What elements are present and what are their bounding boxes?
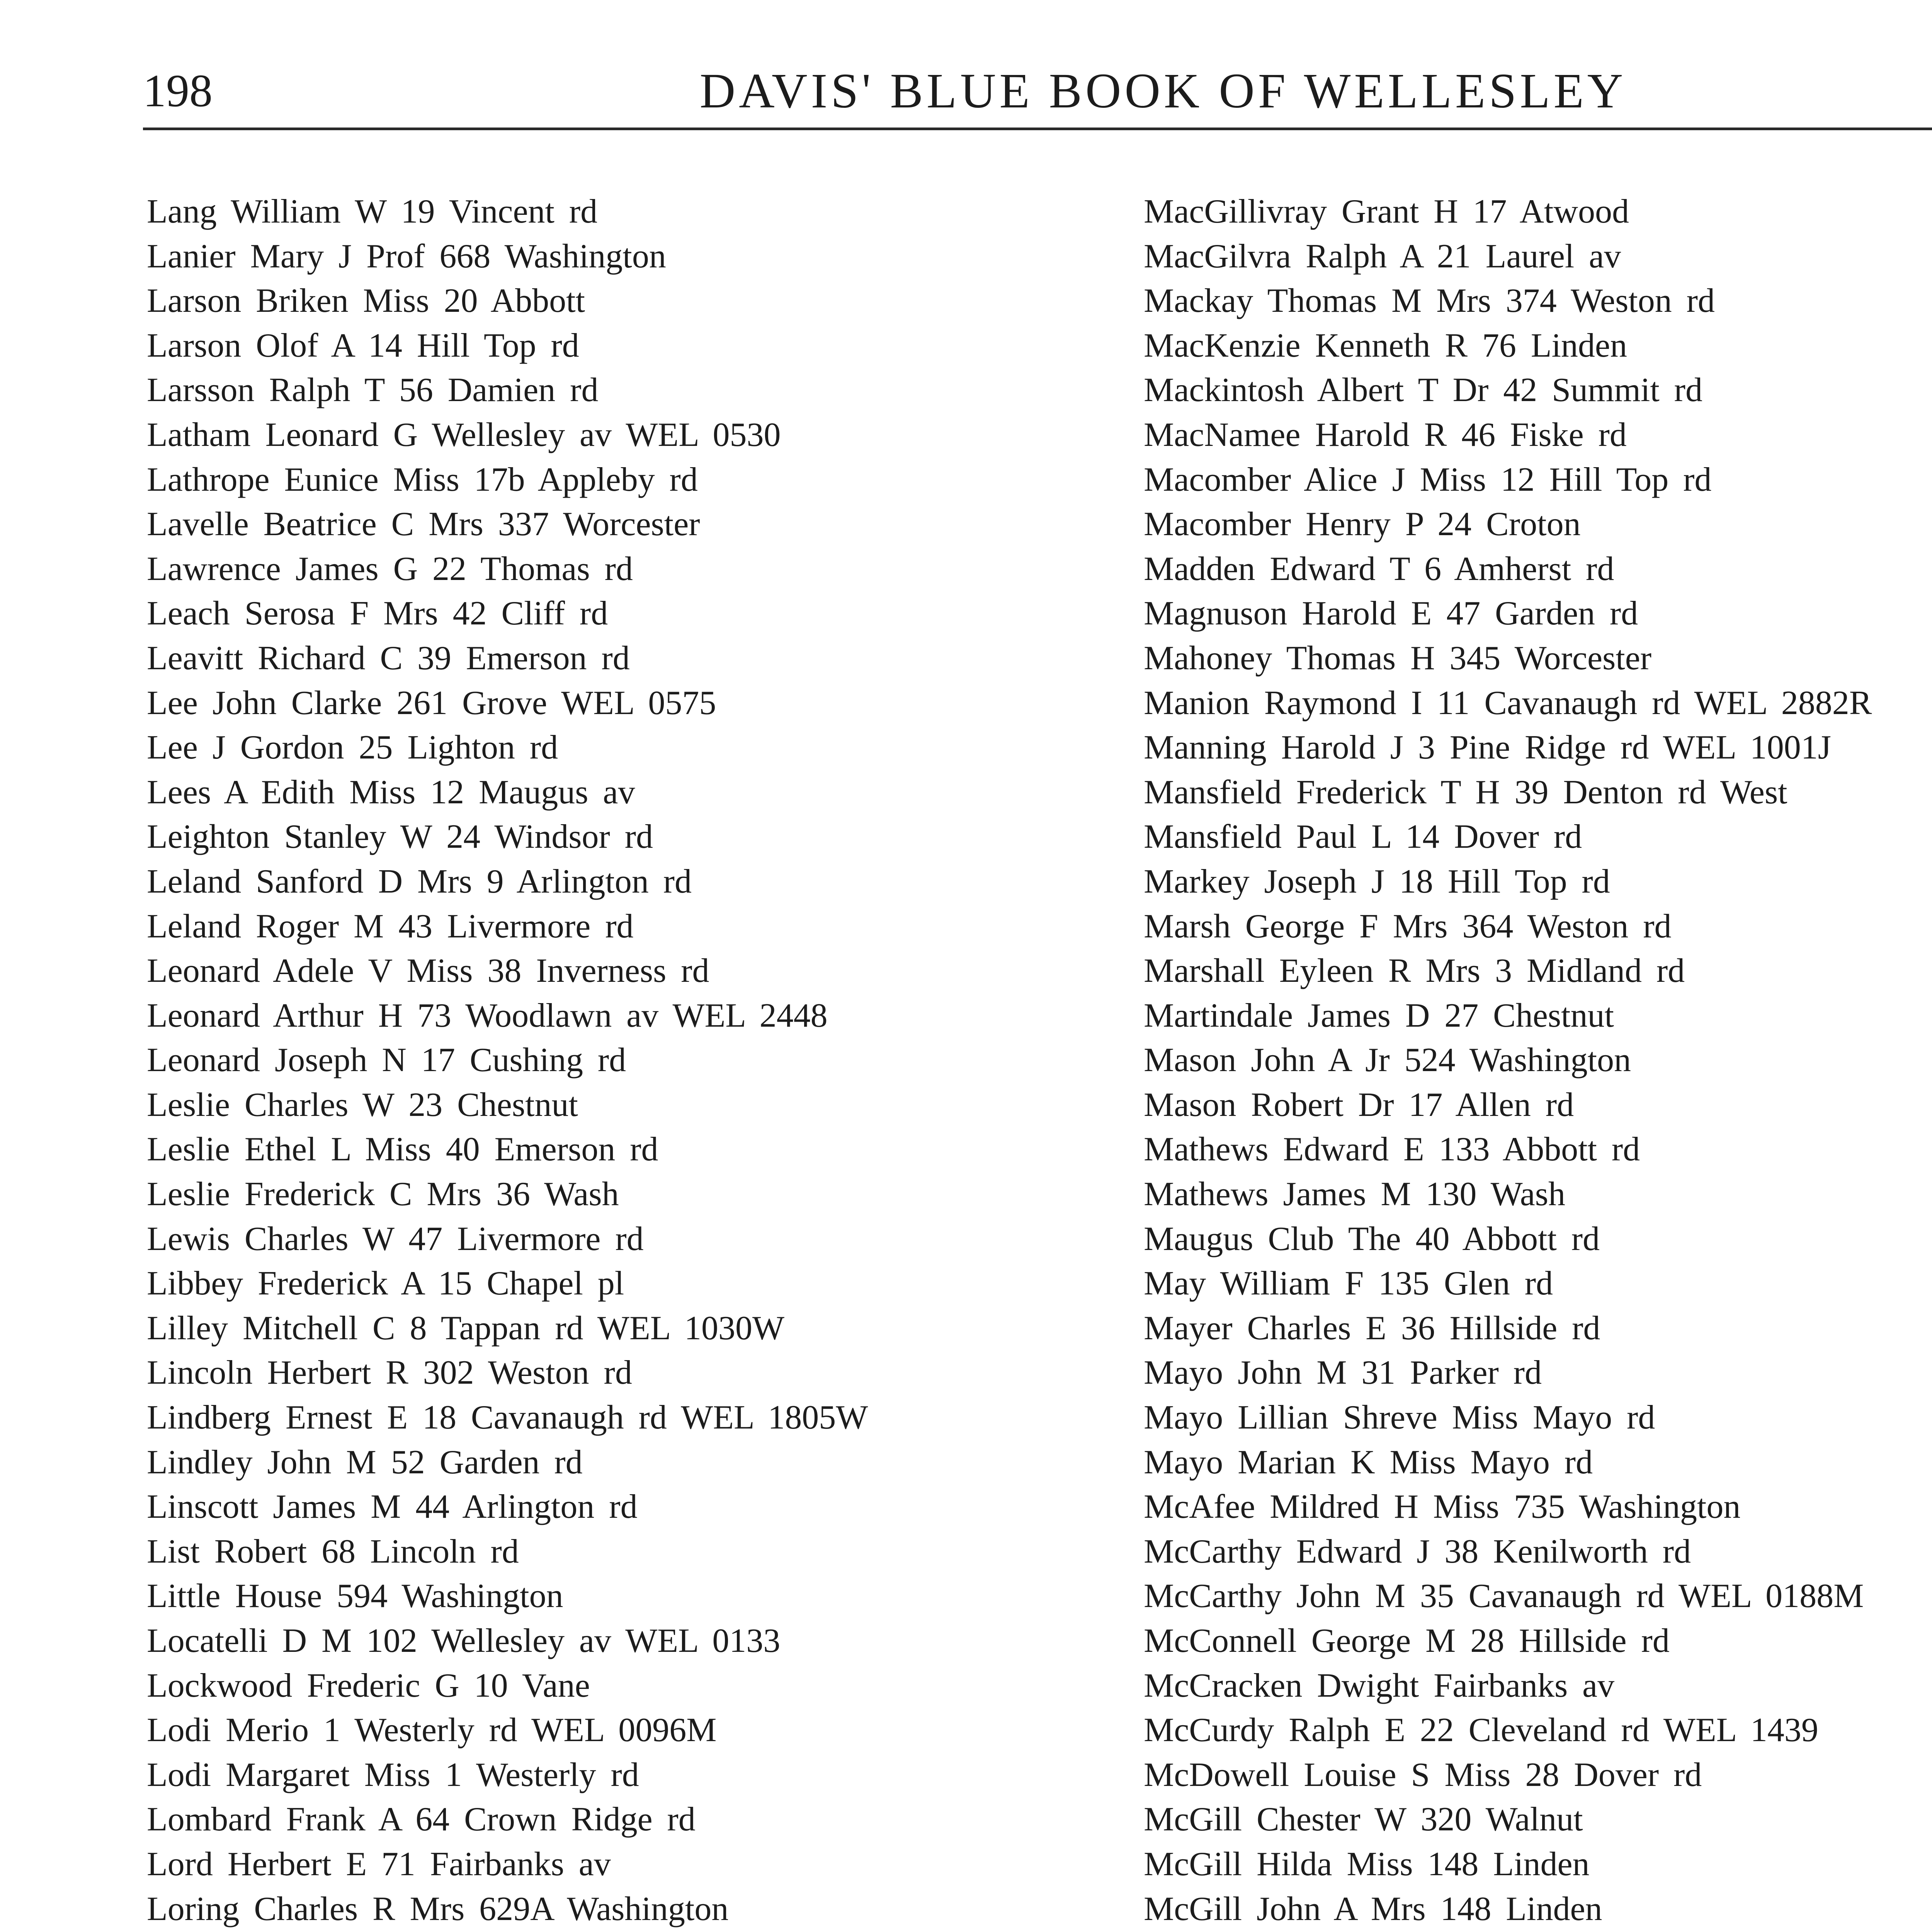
directory-entry: Leland Roger M 43 Livermore rd xyxy=(147,907,634,945)
directory-entry: May William F 135 Glen rd xyxy=(1144,1265,1553,1303)
directory-entry: Lockwood Frederic G 10 Vane xyxy=(147,1667,590,1704)
directory-entry: Macomber Henry P 24 Croton xyxy=(1144,505,1581,543)
directory-entry: McCurdy Ralph E 22 Cleveland rd WEL 1439 xyxy=(1144,1711,1818,1749)
directory-column-right xyxy=(1144,189,1932,1932)
directory-entry: Lanier Mary J Prof 668 Washington xyxy=(147,237,666,275)
directory-entry: Mayer Charles E 36 Hillside rd xyxy=(1144,1309,1600,1347)
directory-entry: Lombard Frank A 64 Crown Ridge rd xyxy=(147,1801,696,1838)
directory-entry: Lee J Gordon 25 Lighton rd xyxy=(147,729,558,767)
directory-entry: Mansfield Frederick T H 39 Denton rd West xyxy=(1144,773,1787,811)
directory-entry: Mayo Marian K Miss Mayo rd xyxy=(1144,1443,1593,1481)
page-header xyxy=(143,58,1932,131)
directory-column-left xyxy=(147,189,1113,1932)
directory-entry: MacGillivray Grant H 17 Atwood xyxy=(1144,193,1629,230)
directory-entry: Mayo John M 31 Parker rd xyxy=(1144,1354,1542,1392)
directory-entry: Lavelle Beatrice C Mrs 337 Worcester xyxy=(147,505,700,543)
directory-entry: Madden Edward T 6 Amherst rd xyxy=(1144,550,1614,588)
directory-entry: Lincoln Herbert R 302 Weston rd xyxy=(147,1354,632,1392)
directory-entry: Libbey Frederick A 15 Chapel pl xyxy=(147,1265,624,1303)
directory-entry: Mackintosh Albert T Dr 42 Summit rd xyxy=(1144,371,1702,409)
directory-entry: Leland Sanford D Mrs 9 Arlington rd xyxy=(147,862,692,900)
directory-entry: Mayo Lillian Shreve Miss Mayo rd xyxy=(1144,1399,1655,1437)
header-rule xyxy=(143,128,1932,130)
directory-entry: Larson Briken Miss 20 Abbott xyxy=(147,282,585,320)
directory-entry: McAfee Mildred H Miss 735 Washington xyxy=(1144,1488,1741,1526)
directory-entry: Leavitt Richard C 39 Emerson rd xyxy=(147,639,630,677)
page-number: 198 xyxy=(143,65,213,116)
directory-entry: MacKenzie Kenneth R 76 Linden xyxy=(1144,327,1627,364)
directory-entry: Lilley Mitchell C 8 Tappan rd WEL 1030W xyxy=(147,1309,785,1347)
directory-entry: Locatelli D M 102 Wellesley av WEL 0133 xyxy=(147,1622,781,1660)
directory-entry: Mahoney Thomas H 345 Worcester xyxy=(1144,639,1652,677)
directory-entry: McConnell George M 28 Hillside rd xyxy=(1144,1622,1670,1660)
directory-entry: Markey Joseph J 18 Hill Top rd xyxy=(1144,862,1610,900)
directory-entry: Leslie Ethel L Miss 40 Emerson rd xyxy=(147,1131,658,1168)
directory-entry: Lang William W 19 Vincent rd xyxy=(147,193,598,230)
directory-entry: MacGilvra Ralph A 21 Laurel av xyxy=(1144,237,1621,275)
directory-entry: Mason John A Jr 524 Washington xyxy=(1144,1041,1631,1079)
directory-entry: Mason Robert Dr 17 Allen rd xyxy=(1144,1086,1574,1124)
page-title: DAVIS' BLUE BOOK OF WELLESLEY xyxy=(699,63,1627,118)
directory-entry: Manning Harold J 3 Pine Ridge rd WEL 1001J xyxy=(1144,729,1831,767)
directory-entry: Mathews Edward E 133 Abbott rd xyxy=(1144,1131,1640,1168)
directory-entry: Manion Raymond I 11 Cavanaugh rd WEL 2882R xyxy=(1144,684,1872,722)
directory-entry: Mackay Thomas M Mrs 374 Weston rd xyxy=(1144,282,1715,320)
directory-entry: Lathrope Eunice Miss 17b Appleby rd xyxy=(147,461,698,498)
directory-entry: Lawrence James G 22 Thomas rd xyxy=(147,550,633,588)
directory-entry: Leonard Arthur H 73 Woodlawn av WEL 2448 xyxy=(147,997,828,1034)
directory-entry: McCracken Dwight Fairbanks av xyxy=(1144,1667,1615,1704)
directory-entry: McGill John A Mrs 148 Linden xyxy=(1144,1890,1602,1928)
directory-entry: Leonard Joseph N 17 Cushing rd xyxy=(147,1041,626,1079)
directory-entry: Marsh George F Mrs 364 Weston rd xyxy=(1144,907,1672,945)
directory-entry: Leach Serosa F Mrs 42 Cliff rd xyxy=(147,595,608,633)
directory-entry: McDowell Louise S Miss 28 Dover rd xyxy=(1144,1756,1702,1794)
directory-entry: Maugus Club The 40 Abbott rd xyxy=(1144,1220,1600,1258)
directory-entry: Leonard Adele V Miss 38 Inverness rd xyxy=(147,952,709,990)
directory-entry: List Robert 68 Lincoln rd xyxy=(147,1532,519,1570)
directory-entry: McGill Chester W 320 Walnut xyxy=(1144,1801,1583,1838)
directory-entry: Martindale James D 27 Chestnut xyxy=(1144,997,1614,1034)
directory-entry: Lord Herbert E 71 Fairbanks av xyxy=(147,1845,611,1883)
directory-entry: Macomber Alice J Miss 12 Hill Top rd xyxy=(1144,461,1712,498)
directory-entry: MacNamee Harold R 46 Fiske rd xyxy=(1144,416,1627,454)
directory-entry: Leighton Stanley W 24 Windsor rd xyxy=(147,818,653,856)
directory-entry: Lindberg Ernest E 18 Cavanaugh rd WEL 1805W xyxy=(147,1399,868,1437)
directory-entry: Mathews James M 130 Wash xyxy=(1144,1175,1566,1213)
directory-entry: Marshall Eyleen R Mrs 3 Midland rd xyxy=(1144,952,1685,990)
directory-entry: Mansfield Paul L 14 Dover rd xyxy=(1144,818,1582,856)
directory-entry: Larson Olof A 14 Hill Top rd xyxy=(147,327,579,364)
directory-entry: Lees A Edith Miss 12 Maugus av xyxy=(147,773,635,811)
directory-entry: Leslie Charles W 23 Chestnut xyxy=(147,1086,578,1124)
directory-entry: Lewis Charles W 47 Livermore rd xyxy=(147,1220,644,1258)
directory-entry: Latham Leonard G Wellesley av WEL 0530 xyxy=(147,416,781,454)
directory-entry: Lee John Clarke 261 Grove WEL 0575 xyxy=(147,684,716,722)
directory-entry: Lodi Margaret Miss 1 Westerly rd xyxy=(147,1756,639,1794)
directory-entry: Lodi Merio 1 Westerly rd WEL 0096M xyxy=(147,1711,717,1749)
directory-entry: Little House 594 Washington xyxy=(147,1577,563,1615)
directory-entry: Lindley John M 52 Garden rd xyxy=(147,1443,583,1481)
directory-entry: Linscott James M 44 Arlington rd xyxy=(147,1488,638,1526)
directory-entry: McCarthy Edward J 38 Kenilworth rd xyxy=(1144,1532,1691,1570)
directory-entry: Loring Charles R Mrs 629A Washington xyxy=(147,1890,729,1928)
directory-entry: Magnuson Harold E 47 Garden rd xyxy=(1144,595,1638,633)
directory-entry: McCarthy John M 35 Cavanaugh rd WEL 0188M xyxy=(1144,1577,1864,1615)
directory-entry: McGill Hilda Miss 148 Linden xyxy=(1144,1845,1590,1883)
directory-entry: Leslie Frederick C Mrs 36 Wash xyxy=(147,1175,619,1213)
directory-entry: Larsson Ralph T 56 Damien rd xyxy=(147,371,599,409)
